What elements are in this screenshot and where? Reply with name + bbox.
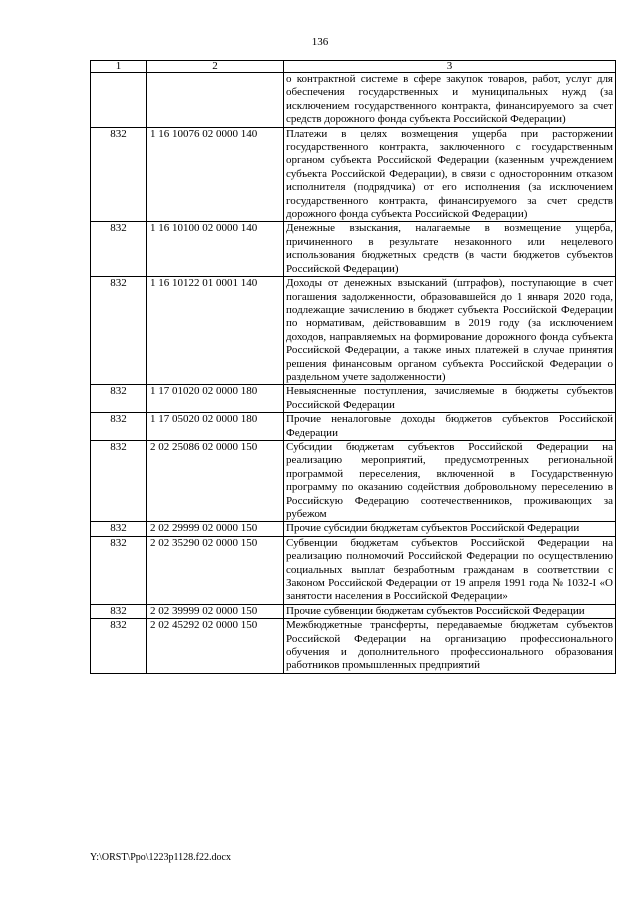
revenue-description-cell: Субсидии бюджетам субъектов Российской Федерации на реализацию мероприятий, предусмотренных региональной программой переселения, включенной в Государственную программу по оказанию содействия добровольному переселению в Российскую Федерацию соотечественников, проживающих за рубежом	[284, 440, 616, 521]
table-row	[91, 222, 616, 277]
table-row	[91, 619, 616, 674]
budget-class-code-cell: 1 17 01020 02 0000 180	[147, 385, 284, 413]
table-row	[91, 604, 616, 618]
budget-class-code-cell: 2 02 29999 02 0000 150	[147, 522, 284, 536]
revenue-description-cell: Денежные взыскания, налагаемые в возмещение ущерба, причиненного в результате незаконного или нецелевого использования бюджетных средств (в части бюджетов субъектов Российской Федерации)	[284, 222, 616, 277]
table-row	[91, 522, 616, 536]
table-row	[91, 440, 616, 521]
revenue-description-cell: Прочие неналоговые доходы бюджетов субъектов Российской Федерации	[284, 413, 616, 441]
revenue-description-cell: Межбюджетные трансферты, передаваемые бюджетам субъектов Российской Федерации на организацию профессионального обучения и дополнительного профессионального образования работников промышленных предприятий	[284, 619, 616, 674]
table-row	[91, 385, 616, 413]
revenue-description-cell: Невыясненные поступления, зачисляемые в бюджеты субъектов Российской Федерации	[284, 385, 616, 413]
budget-class-code-cell: 1 16 10100 02 0000 140	[147, 222, 284, 277]
budget-class-code-cell: 2 02 39999 02 0000 150	[147, 604, 284, 618]
table-row	[91, 73, 616, 128]
admin-code-cell: 832	[91, 385, 147, 413]
table-header-row	[91, 61, 616, 73]
admin-code-cell: 832	[91, 413, 147, 441]
revenue-codes-table	[90, 60, 616, 674]
budget-class-code-cell: 1 16 10076 02 0000 140	[147, 127, 284, 222]
budget-class-code-cell	[147, 73, 284, 128]
admin-code-cell: 832	[91, 440, 147, 521]
footer-file-path: Y:\ORST\Ppo\1223p1128.f22.docx	[90, 852, 231, 863]
budget-class-code-cell: 2 02 25086 02 0000 150	[147, 440, 284, 521]
column-header-3: 3	[284, 61, 616, 73]
table-row	[91, 277, 616, 385]
admin-code-cell: 832	[91, 604, 147, 618]
revenue-description-cell: Платежи в целях возмещения ущерба при расторжении государственного контракта, заключенного с государственным органом субъекта Российской Федерации (казенным учреждением субъекта Российской Федерации), в связи с односторонним отказом исполнителя (подрядчика) от его исполнения (за исключением государственного контракта, финансируемого за счет средств дорожного фонда субъекта Российской Федерации)	[284, 127, 616, 222]
revenue-description-cell: Прочие субсидии бюджетам субъектов Российской Федерации	[284, 522, 616, 536]
budget-class-code-cell: 2 02 45292 02 0000 150	[147, 619, 284, 674]
admin-code-cell: 832	[91, 277, 147, 385]
revenue-description-cell: Прочие субвенции бюджетам субъектов Российской Федерации	[284, 604, 616, 618]
column-header-2: 2	[147, 61, 284, 73]
page-number: 136	[311, 36, 329, 48]
table-row	[91, 127, 616, 222]
budget-class-code-cell: 2 02 35290 02 0000 150	[147, 536, 284, 604]
admin-code-cell: 832	[91, 222, 147, 277]
budget-class-code-cell: 1 17 05020 02 0000 180	[147, 413, 284, 441]
revenue-description-cell: Доходы от денежных взысканий (штрафов), поступающие в счет погашения задолженности, образовавшейся до 1 января 2020 года, подлежащие зачислению в бюджет субъекта Российской Федерации по нормативам, действовавшим в 2019 году (за исключением доходов, направляемых на формирование дорожного фонда субъекта Российской Федерации, а также иных платежей в случае принятия решения финансовым органом субъекта Российской Федерации о раздельном учете задолженности)	[284, 277, 616, 385]
table-row	[91, 536, 616, 604]
admin-code-cell: 832	[91, 522, 147, 536]
column-header-1: 1	[91, 61, 147, 73]
admin-code-cell	[91, 73, 147, 128]
revenue-description-cell: Субвенции бюджетам субъектов Российской Федерации на реализацию полномочий Российской Федерации по осуществлению социальных выплат безработным гражданам в соответствии с Законом Российской Федерации от 19 апреля 1991 года № 1032-I «О занятости населения в Российской Федерации»	[284, 536, 616, 604]
table-row	[91, 413, 616, 441]
admin-code-cell: 832	[91, 619, 147, 674]
admin-code-cell: 832	[91, 536, 147, 604]
revenue-description-cell: о контрактной системе в сфере закупок товаров, работ, услуг для обеспечения государственных и муниципальных нужд (за исключением государственного контракта, финансируемого за счет средств дорожного фонда субъекта Российской Федерации)	[284, 73, 616, 128]
admin-code-cell: 832	[91, 127, 147, 222]
budget-class-code-cell: 1 16 10122 01 0001 140	[147, 277, 284, 385]
